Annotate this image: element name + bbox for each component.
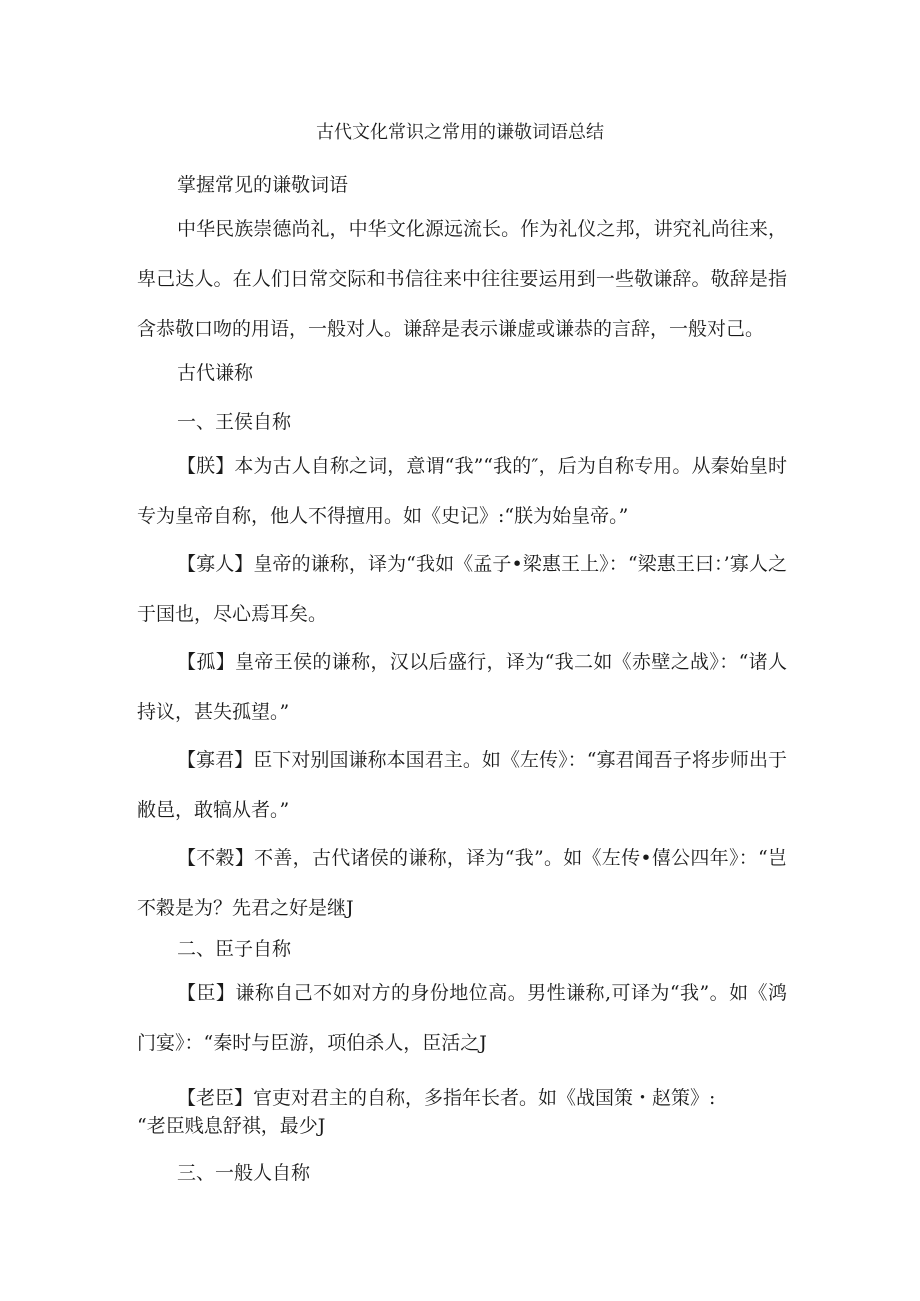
section-heading-kings: 一、王侯自称 bbox=[177, 411, 292, 433]
entry-laochen-line2: “老臣贱息舒祺，最少J bbox=[137, 1115, 326, 1137]
heading-master-terms: 掌握常见的谦敬词语 bbox=[177, 174, 349, 196]
entry-chen: 【臣】谦称自己不如对方的身份地位高。男性谦称,可译为“我”。如《鸿门宴》：“秦时与臣游，项伯杀人，臣活之J bbox=[137, 982, 787, 1054]
entry-zhen: 【朕】本为古人自称之词，意谓“我”“我的″，后为自称专用。从秦始皇时专为皇帝自称，他人不得擅用。如《史记》:“朕为始皇帝。” bbox=[137, 455, 787, 527]
heading-ancient-humble-terms: 古代谦称 bbox=[177, 362, 254, 384]
entry-bugu: 【不穀】不善，古代诸侯的谦称，译为“我”。如《左传•僖公四年》：“岂不穀是为？先君之好是继J bbox=[137, 847, 787, 919]
entry-guaren: 【寡人】皇帝的谦称，译为“我如《孟子•梁惠王上》：“梁惠王曰：’寡人之于国也，尽心焉耳矣。 bbox=[137, 553, 787, 625]
intro-paragraph: 中华民族崇德尚礼，中华文化源远流长。作为礼仪之邦，讲究礼尚往来，卑己达人。在人们日常交际和书信往来中往往要运用到一些敬谦辞。敬辞是指含恭敬口吻的用语，一般对人。谦辞是表示谦虚或谦恭的言辞，一般对己。 bbox=[137, 218, 787, 340]
entry-guajun: 【寡君】臣下对别国谦称本国君主。如《左传》：“寡君闻吾子将步师出于敝邑，敢犒从者。” bbox=[137, 749, 787, 821]
document-title: 古代文化常识之常用的谦敬词语总结 bbox=[316, 122, 604, 143]
section-heading-common-people: 三、一般人自称 bbox=[177, 1162, 311, 1184]
entry-gu: 【孤】皇帝王侯的谦称，汉以后盛行，译为“我二如《赤壁之战》：“诸人持议，甚失孤望。” bbox=[137, 651, 787, 723]
entry-laochen-line1: 【老臣】官吏对君主的自称，多指年长者。如《战国策・赵策》: bbox=[177, 1087, 716, 1109]
section-heading-ministers: 二、臣子自称 bbox=[177, 938, 292, 960]
